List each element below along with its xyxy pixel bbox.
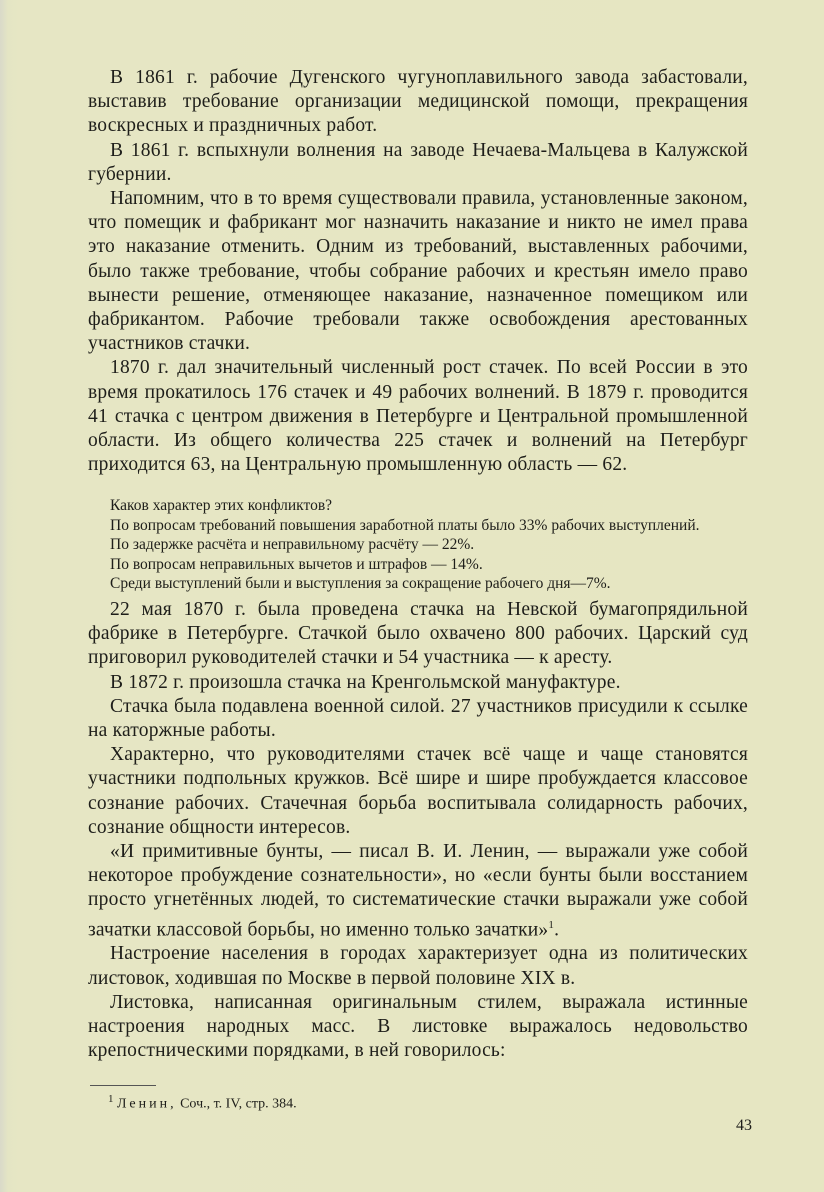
stat-line: По задержке расчёта и неправильному расчёту — 22%. (110, 536, 475, 554)
paragraph: Напомним, что в то время существовали правила, установленные законом, что помещик и фабрикант мог назначить наказание и никто не имел права это наказание отменить. Одним из требований, выставленных рабочими, было также требование, чтобы собрание рабочих и крестьян имело право вынести решение, отменяющее наказание, назначенное помещиком или фабрикантом. Рабочие требовали также освобождения арестованных участников стачки. (88, 188, 748, 355)
stat-line: Среди выступлений были и выступления за сокращение рабочего дня—7%. (110, 575, 611, 593)
footnote-source: Соч., т. IV, стр. 384. (180, 1096, 297, 1112)
main-text-top (88, 66, 748, 477)
paragraph: В 1861 г. рабочие Дугенского чугуноплавильного завода забастовали, выставив требование организации медицинской помощи, прекращения воскресных и праздничных работ. (88, 67, 748, 137)
main-text-bottom (88, 598, 748, 1063)
paragraph: Характерно, что руководителями стачек всё чаще и чаще становятся участники подпольных кружков. Всё шире и шире пробуждается классовое сознание рабочих. Стачечная борьба воспитывала солидарность рабочих, сознание общности интересов. (88, 744, 748, 838)
paragraph: 1870 г. дал значительный численный рост стачек. По всей России в это время прокатилось 176 стачек и 49 рабочих волнений. В 1879 г. проводится 41 стачка с центром движения в Петербурге и Центральной промышленной области. Из общего количества 225 стачек и волнений на Петербург приходится 63, на Центральную промышленную область — 62. (88, 357, 748, 476)
paragraph: Листовка, написанная оригинальным стилем, выражала истинные настроения народных масс. В листовке выражалось недовольство крепостническими порядками, в ней говорилось: (88, 991, 748, 1062)
paragraph: В 1872 г. произошла стачка на Кренгольмской мануфактуре. (110, 671, 621, 693)
footnote-reference: 1 (548, 918, 555, 931)
page-number: 43 (736, 1117, 752, 1134)
footnote (108, 1093, 297, 1113)
stat-line: Каков характер этих конфликтов? (110, 497, 333, 514)
paragraph: Стачка была подавлена военной силой. 27 участников присудили к ссылке на каторжные работы. (88, 695, 748, 742)
paragraph: Настроение населения в городах характеризует одна из политических листовок, ходившая по Москве в первой половине XIX в. (88, 943, 748, 989)
paragraph: «И примитивные бунты, — писал В. И. Ленин, — выражали уже собой некоторое пробуждение сознательности», но «если бунты были восстанием просто угнетённых людей, то систематические стачки выражали уже собой зачатки классовой борьбы, но именно только зачатки»$^1$. (88, 841, 748, 941)
paragraph: В 1861 г. вспыхнули волнения на заводе Нечаева-Мальцева в Калужской губернии. (88, 139, 748, 185)
paragraph: 22 мая 1870 г. была проведена стачка на Невской бумагопрядильной фабрике в Петербурге. Стачкой было охвачено 800 рабочих. Царский суд приговорил руководителей стачки и 54 участника — к аресту. (88, 599, 748, 669)
footnote-marker: 1 (108, 1093, 114, 1105)
quote-text: «И примитивные бунты, — писал В. И. Ленин, — выражали уже собой некоторое пробуждение сознательности», но «если бунты были восстанием просто угнетённых людей, то систематические стачки выражали уже собой зачатки классовой борьбы, но именно только зачатки» (88, 841, 748, 941)
stat-line: По вопросам неправильных вычетов и штрафов — 14%. (110, 555, 483, 573)
footnote-divider (90, 1085, 156, 1086)
conflict-statistics (88, 496, 748, 594)
stat-line: По вопросам требований повышения заработной платы было 33% рабочих выступлений. (110, 516, 700, 534)
footnote-author: Ленин, (117, 1096, 177, 1112)
